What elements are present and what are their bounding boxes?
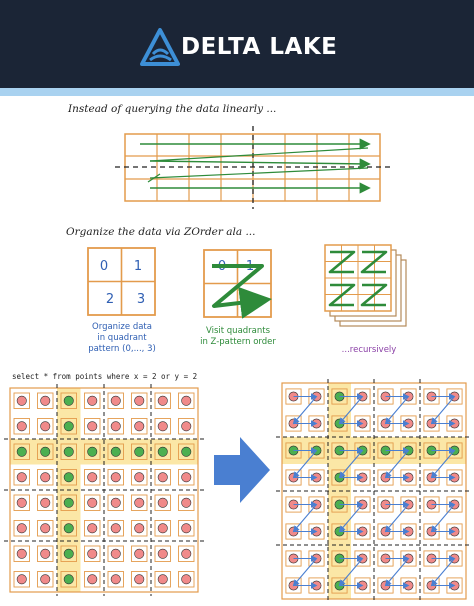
data-point — [158, 498, 167, 507]
data-point — [158, 575, 167, 584]
data-point — [17, 396, 26, 405]
quadrant-note-line3: pattern (0,..., 3) — [88, 344, 156, 354]
matching-point — [182, 447, 191, 456]
data-point — [88, 396, 97, 405]
data-point — [158, 473, 167, 482]
quadrant-label-0: 0 — [99, 259, 109, 274]
data-point — [182, 473, 191, 482]
quadrant-label-1: 1 — [133, 259, 143, 274]
data-point — [41, 498, 50, 507]
data-point — [182, 422, 191, 431]
data-point — [158, 524, 167, 533]
data-point — [88, 549, 97, 558]
data-point — [17, 524, 26, 533]
recursive-note: ...recursively — [341, 345, 397, 355]
quadrant-note — [70, 322, 174, 355]
quadrant-label-2: 2 — [105, 292, 115, 307]
query-grid-before — [4, 384, 204, 596]
data-point — [41, 473, 50, 482]
data-point — [17, 549, 26, 558]
data-point — [182, 396, 191, 405]
data-point — [135, 575, 144, 584]
matching-point — [64, 396, 73, 405]
data-point — [41, 422, 50, 431]
matching-point — [64, 524, 73, 533]
data-point — [135, 524, 144, 533]
data-point — [41, 549, 50, 558]
quadrant-note-line1: Organize data — [92, 322, 152, 332]
data-point — [111, 422, 120, 431]
quadrant-grid — [88, 248, 155, 315]
query-grid-after — [276, 379, 472, 603]
data-point — [111, 396, 120, 405]
data-point — [17, 422, 26, 431]
data-point — [135, 473, 144, 482]
zorder-arrow — [294, 397, 317, 424]
data-point — [111, 575, 120, 584]
zorder-arrow — [294, 559, 317, 586]
data-point — [88, 524, 97, 533]
data-point — [182, 549, 191, 558]
data-point — [158, 396, 167, 405]
data-point — [135, 498, 144, 507]
zorder-arrow — [432, 505, 455, 532]
data-point — [158, 549, 167, 558]
data-point — [17, 575, 26, 584]
data-point — [111, 524, 120, 533]
data-point — [158, 422, 167, 431]
matching-point — [64, 473, 73, 482]
data-point — [41, 575, 50, 584]
data-point — [111, 549, 120, 558]
zorder-arrow — [432, 559, 455, 586]
sql-query: select * from points where x = 2 or y = 2 — [12, 372, 198, 381]
matching-point — [111, 447, 120, 456]
zpattern-note — [180, 326, 296, 348]
linear-caption: Instead of querying the data linearly ... — [68, 103, 277, 115]
transform-arrow-icon — [214, 437, 270, 503]
zorder-arrow — [386, 505, 409, 532]
matching-point — [135, 447, 144, 456]
matching-point — [41, 447, 50, 456]
data-point — [135, 396, 144, 405]
data-point — [88, 575, 97, 584]
matching-point — [64, 498, 73, 507]
zorder-arrow — [386, 397, 409, 424]
zpattern-grid — [204, 250, 271, 317]
matching-point — [64, 447, 73, 456]
quadrant-note-line2: in quadrant — [97, 333, 147, 343]
data-point — [182, 575, 191, 584]
data-point — [17, 473, 26, 482]
matching-point — [64, 422, 73, 431]
quadrant-label-3: 3 — [136, 292, 146, 307]
data-point — [182, 498, 191, 507]
brand-name: DELTA LAKE — [181, 34, 338, 60]
data-point — [111, 498, 120, 507]
matching-point — [158, 447, 167, 456]
zorder-arrow — [432, 397, 455, 424]
zpattern-note-line1: Visit quadrants — [205, 326, 271, 336]
matching-point — [88, 447, 97, 456]
matching-point — [64, 549, 73, 558]
data-point — [88, 422, 97, 431]
linear-scan-grid — [115, 126, 392, 209]
data-point — [88, 498, 97, 507]
zpattern-label-0: 0 — [217, 259, 227, 274]
data-point — [135, 549, 144, 558]
data-point — [111, 473, 120, 482]
zorder-arrow — [386, 559, 409, 586]
matching-point — [64, 575, 73, 584]
zorder-arrow — [294, 505, 317, 532]
data-point — [41, 396, 50, 405]
data-point — [182, 524, 191, 533]
recursive-stack — [325, 245, 406, 326]
data-point — [88, 473, 97, 482]
data-point — [17, 498, 26, 507]
data-point — [135, 422, 144, 431]
zpattern-note-line2: in Z-pattern order — [200, 337, 276, 347]
data-point — [41, 524, 50, 533]
zpattern-label-1: 1 — [245, 259, 255, 274]
matching-point — [17, 447, 26, 456]
zorder-caption: Organize the data via ZOrder ala ... — [66, 226, 256, 238]
